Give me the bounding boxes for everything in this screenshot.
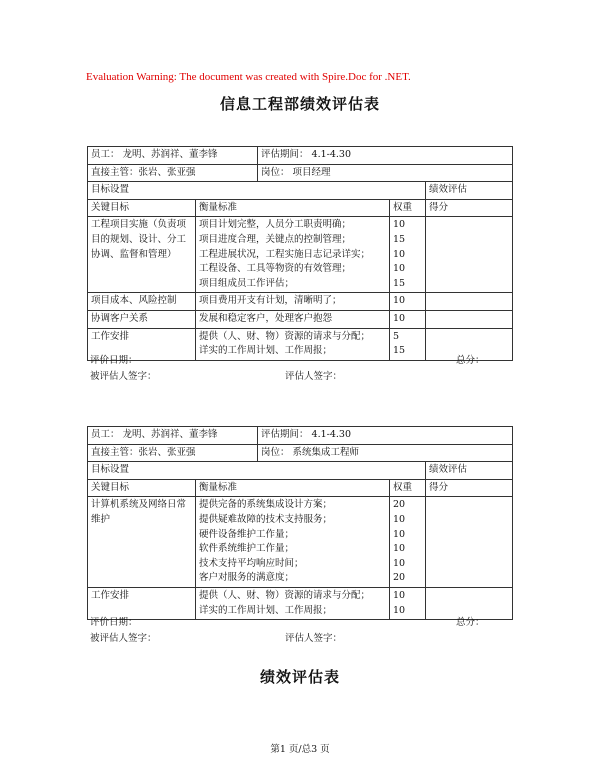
weight-cell: [390, 328, 426, 360]
table-row: [88, 293, 513, 311]
standard-item: 项目进度合理，关键点的控制管理；: [199, 233, 352, 245]
standard-item: 工程进展状况，工程实施日志记录详实；: [199, 248, 371, 260]
goal-setting-header: 目标设置: [88, 462, 426, 480]
key-target-cell: 项目成本、风险控制: [88, 293, 196, 311]
total-score-label: 总分：: [456, 355, 485, 366]
evaluator-signature-label: 评估人签字：: [285, 371, 343, 382]
weight-value: 10: [393, 557, 406, 569]
weight-value: 10: [393, 248, 406, 260]
col-key-header: 关键目标: [88, 479, 196, 497]
table-row: [88, 164, 513, 182]
weight-value: 5: [393, 330, 400, 342]
score-cell[interactable]: [426, 217, 513, 293]
col-standard-header: 衡量标准: [196, 479, 390, 497]
col-key-header: 关键目标: [88, 199, 196, 217]
eval-date-label: 评价日期：: [90, 617, 138, 628]
standard-cell: [196, 217, 390, 293]
position-cell: 岗位： 项目经理: [258, 164, 513, 182]
col-weight-header: 权重: [390, 479, 426, 497]
perf-eval-header: 绩效评估: [426, 182, 513, 200]
weight-value: 20: [393, 572, 406, 584]
weight-cell: 10: [390, 310, 426, 328]
evaluatee-signature-label: 被评估人签字：: [90, 371, 157, 382]
employee-cell: 员工： 龙明、苏润祥、董李锋: [88, 427, 258, 445]
standard-item: 提供完备的系统集成设计方案；: [199, 499, 333, 511]
table-row: [88, 462, 513, 480]
standard-cell: 发展和稳定客户，处理客户抱怨: [196, 310, 390, 328]
table-row: [88, 427, 513, 445]
table-row: [88, 328, 513, 360]
weight-value: 15: [393, 277, 406, 289]
standard-cell: [196, 497, 390, 588]
table-row: [88, 479, 513, 497]
evaluation-warning: Evaluation Warning: The document was created with Spire.Doc for .NET.: [86, 71, 411, 83]
supervisor-cell: 直接主管：张岩、张亚强: [88, 164, 258, 182]
key-target-cell: 工作安排: [88, 328, 196, 360]
weight-value: 10: [393, 589, 406, 601]
perf-eval-header: 绩效评估: [426, 462, 513, 480]
evaluator-signature-label: 评估人签字：: [285, 633, 343, 644]
standard-cell: 项目费用开支有计划，清晰明了；: [196, 293, 390, 311]
key-target-cell: 协调客户关系: [88, 310, 196, 328]
key-target-cell: 工作安排: [88, 587, 196, 619]
page-footer: 第1 页/总3 页: [270, 744, 330, 755]
key-target-cell: 计算机系统及网络日常维护: [88, 497, 196, 588]
employee-cell: 员工： 龙明、苏润祥、董李锋: [88, 147, 258, 165]
supervisor-cell: 直接主管：张岩、张亚强: [88, 444, 258, 462]
table-row: [88, 444, 513, 462]
weight-cell: 10: [390, 293, 426, 311]
standard-item: 软件系统维护工作量；: [199, 543, 295, 555]
evaluation-table-project-manager: [87, 146, 513, 361]
standard-cell: [196, 328, 390, 360]
standard-item: 详实的工作周计划、工作周报；: [199, 345, 333, 357]
standard-item: 项目组成员工作评估；: [199, 277, 295, 289]
weight-value: 10: [393, 528, 406, 540]
weight-cell: [390, 497, 426, 588]
standard-item: 工程设备、工具等物资的有效管理；: [199, 263, 352, 275]
standard-item: 提供（人、财、物）资源的请求与分配；: [199, 589, 371, 601]
goal-setting-header: 目标设置: [88, 182, 426, 200]
standard-item: 客户对服务的满意度；: [199, 572, 295, 584]
table-row: [88, 497, 513, 588]
standard-item: 项目计划完整，人员分工职责明确；: [199, 219, 352, 231]
standard-item: 技术支持平均响应时间；: [199, 557, 304, 569]
weight-value: 10: [393, 513, 406, 525]
section-title: 绩效评估表: [259, 668, 340, 686]
score-cell[interactable]: [426, 497, 513, 588]
col-weight-header: 权重: [390, 199, 426, 217]
total-score-label: 总分：: [456, 617, 485, 628]
col-standard-header: 衡量标准: [196, 199, 390, 217]
col-score-header: 得分: [426, 199, 513, 217]
table-row: [88, 217, 513, 293]
eval-date-label: 评价日期：: [90, 355, 138, 366]
weight-value: 10: [393, 219, 406, 231]
standard-item: 提供（人、财、物）资源的请求与分配；: [199, 330, 371, 342]
score-cell[interactable]: [426, 310, 513, 328]
table-row: [88, 147, 513, 165]
col-score-header: 得分: [426, 479, 513, 497]
weight-value: 20: [393, 499, 406, 511]
score-cell[interactable]: [426, 293, 513, 311]
weight-value: 15: [393, 345, 406, 357]
standard-item: 详实的工作周计划、工作周报；: [199, 604, 333, 616]
weight-value: 10: [393, 263, 406, 275]
evaluatee-signature-label: 被评估人签字：: [90, 633, 157, 644]
table-row: [88, 182, 513, 200]
weight-cell: [390, 217, 426, 293]
standard-cell: [196, 587, 390, 619]
page-title: 信息工程部绩效评估表: [219, 95, 380, 113]
weight-value: 10: [393, 543, 406, 555]
key-target-cell: 工程项目实施（负责项目的规划、设计、分工协调、监督和管理）: [88, 217, 196, 293]
standard-item: 硬件设备维护工作量；: [199, 528, 295, 540]
table-row: [88, 310, 513, 328]
table-row: [88, 199, 513, 217]
period-cell: 评估期间： 4.1-4.30: [258, 427, 513, 445]
weight-value: 10: [393, 604, 406, 616]
weight-cell: [390, 587, 426, 619]
period-cell: 评估期间： 4.1-4.30: [258, 147, 513, 165]
position-cell: 岗位： 系统集成工程师: [258, 444, 513, 462]
standard-item: 提供疑难故障的技术支持服务；: [199, 513, 333, 525]
evaluation-table-system-integration: [87, 426, 513, 620]
table-row: [88, 587, 513, 619]
weight-value: 15: [393, 233, 406, 245]
